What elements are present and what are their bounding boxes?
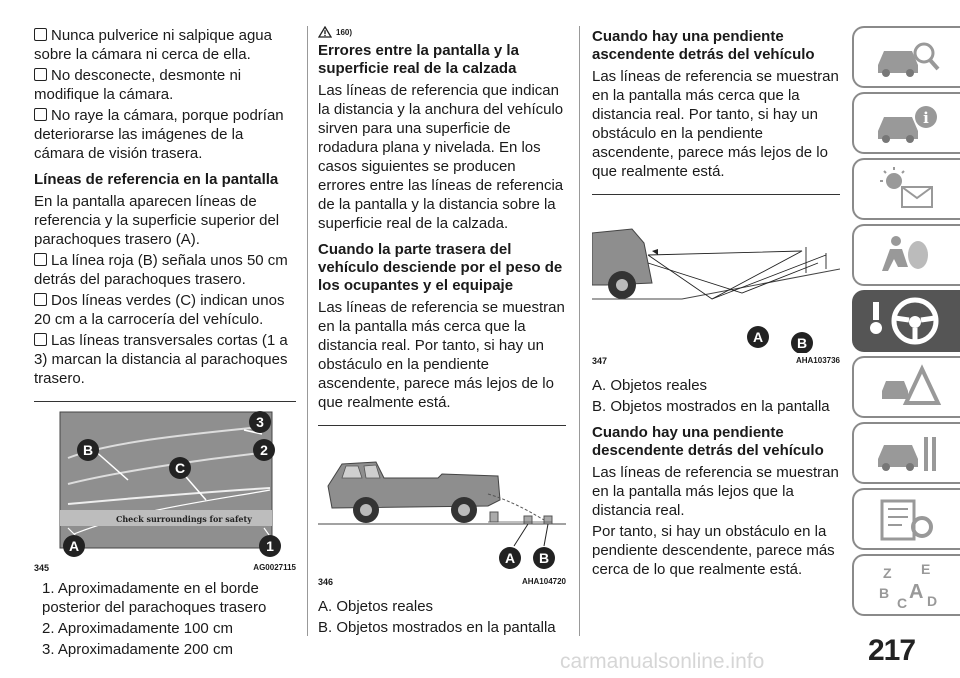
separator: [318, 425, 566, 426]
callout-label: B: [538, 550, 550, 566]
paragraph: Las líneas de referencia que indican la distancia y la anchura del vehículo sirven para una superficie de rodadura plana y nivelada. En los casos siguientes se producen errores entre las líneas de referencia de la pantalla y la distancia sobre la superficie real de la calzada.: [318, 82, 564, 232]
car-search-icon: [872, 35, 942, 79]
separator: [592, 194, 840, 195]
airbag-icon: [872, 231, 942, 279]
figure-number: 346: [318, 577, 334, 587]
section-heading: Cuando hay una pendiente descendente detrás del vehículo: [592, 424, 824, 459]
warning-ref-number: 160): [336, 27, 353, 37]
bullet-text: No desconecte, desmonte ni modifique la cámara.: [34, 66, 296, 104]
figure-number: 347: [592, 356, 608, 366]
legend-item: 2. Aproximadamente 100 cm: [42, 620, 233, 637]
callout-label: A: [68, 538, 80, 554]
paragraph: Las líneas de referencia se muestran en la pantalla más cerca que la distancia real. Por tanto, si hay un obstáculo en la pendiente ascendente, parece más lejos de lo que realmente está.: [592, 68, 839, 180]
paragraph: Las líneas de referencia se muestran en la pantalla más cerca que la distancia real. Por tanto, si hay un obstáculo en la pendiente ascendente, parece más lejos de lo que realmente está.: [318, 299, 565, 411]
separator: [34, 401, 296, 402]
index-letter: B: [879, 585, 890, 601]
warning-reference: [318, 26, 566, 38]
figure-code: AHA104720: [521, 577, 566, 586]
figure-caption: [318, 577, 566, 587]
callout-label: 3: [256, 414, 264, 430]
callout-label: A: [752, 329, 764, 345]
tab-dashboard-lights[interactable]: [852, 158, 960, 220]
warning-icon: [318, 26, 332, 38]
index-letter: E: [921, 561, 931, 577]
warning-triangle-icon: [872, 363, 942, 411]
section-heading: Errores entre la pantalla y la superficie real de la calzada: [318, 42, 519, 77]
legend-item: B. Objetos mostrados en la pantalla: [318, 619, 556, 636]
callout-label: B: [82, 442, 94, 458]
camera-screen-illustration: [34, 410, 296, 560]
settings-list-icon: [872, 495, 942, 543]
paragraph: Por tanto, si hay un obstáculo en la pendiente descendente, parece más cerca de lo que realmente está.: [592, 523, 835, 578]
tab-car-search[interactable]: [852, 26, 960, 88]
tab-airbag[interactable]: [852, 224, 960, 286]
index-letter: Z: [883, 565, 892, 581]
callout-label: 2: [260, 442, 268, 458]
svg-text:i: i: [923, 109, 929, 127]
bullet-text: Nunca pulverice ni salpique agua sobre la cámara ni cerca de ella.: [34, 26, 296, 64]
tab-warning-triangle[interactable]: [852, 356, 960, 418]
tab-alphabet-index[interactable]: [852, 554, 960, 616]
steering-key-icon: [867, 294, 947, 348]
car-tools-icon: [872, 429, 942, 477]
figure-truck-level: [318, 434, 566, 574]
dashboard-lights-icon: [872, 165, 942, 213]
legend-item: 3. Aproximadamente 200 cm: [42, 641, 233, 658]
section-heading: Cuando la parte trasera del vehículo desciende por el peso de los ocupantes y el equipaje: [318, 241, 563, 294]
section-heading: Cuando hay una pendiente ascendente detrás del vehículo: [592, 28, 815, 63]
bullet-text: No raye la cámara, porque podrían deteriorarse las imágenes de la cámara de visión trasera.: [34, 106, 296, 163]
legend-item: A. Objetos reales: [318, 598, 434, 615]
tab-steering-key[interactable]: [852, 290, 960, 352]
column-1: [34, 26, 296, 661]
figure-number: 345: [34, 563, 50, 573]
screen-caption: Check surroundings for safety: [116, 514, 252, 524]
page-number: 217: [868, 634, 916, 667]
figure-code: AG0027115: [253, 563, 296, 572]
figure-code: AHA103736: [795, 356, 840, 365]
tab-car-tools[interactable]: [852, 422, 960, 484]
bullet-text: Dos líneas verdes (C) indican unos 20 cm a la carrocería del vehículo.: [34, 291, 296, 329]
chapter-index-sidebar: [852, 26, 960, 620]
figure-caption: [34, 563, 296, 573]
paragraph: En la pantalla aparecen líneas de referencia y la superficie superior del parachoques trasero (A).: [34, 193, 280, 248]
paragraph: Las líneas de referencia se muestran en la pantalla más lejos que la distancia real.: [592, 464, 839, 519]
callout-label: A: [504, 550, 516, 566]
figure-camera-screen: [34, 410, 296, 560]
index-letter: D: [927, 593, 938, 609]
watermark: carmanualsonline.info: [560, 650, 765, 673]
section-heading: Líneas de referencia en la pantalla: [34, 171, 279, 188]
callout-label: C: [174, 460, 186, 476]
column-2: [318, 26, 566, 639]
figure-truck-slope: [592, 203, 840, 353]
column-divider: [307, 26, 308, 636]
car-info-icon: [872, 101, 942, 145]
tab-car-info[interactable]: [852, 92, 960, 154]
legend-item: B. Objetos mostrados en la pantalla: [592, 398, 830, 415]
figure-caption: [592, 356, 840, 366]
legend-item: A. Objetos reales: [592, 377, 708, 394]
truck-slope-illustration: [592, 203, 840, 353]
bullet-text: Las líneas transversales cortas (1 a 3) marcan la distancia al parachoques trasero.: [34, 331, 296, 388]
tab-settings-list[interactable]: [852, 488, 960, 550]
truck-illustration: [318, 434, 566, 574]
bullet-text: La línea roja (B) señala unos 50 cm detrás del parachoques trasero.: [34, 251, 296, 289]
column-3: [592, 26, 840, 581]
legend-item: 1. Aproximadamente en el borde posterior del parachoques trasero: [42, 580, 267, 616]
index-letter: A: [909, 581, 924, 603]
index-letter: C: [897, 595, 908, 611]
callout-label: 1: [266, 538, 274, 554]
column-divider: [579, 26, 580, 636]
alphabet-index-icon: [869, 558, 945, 612]
callout-label: B: [796, 335, 808, 351]
